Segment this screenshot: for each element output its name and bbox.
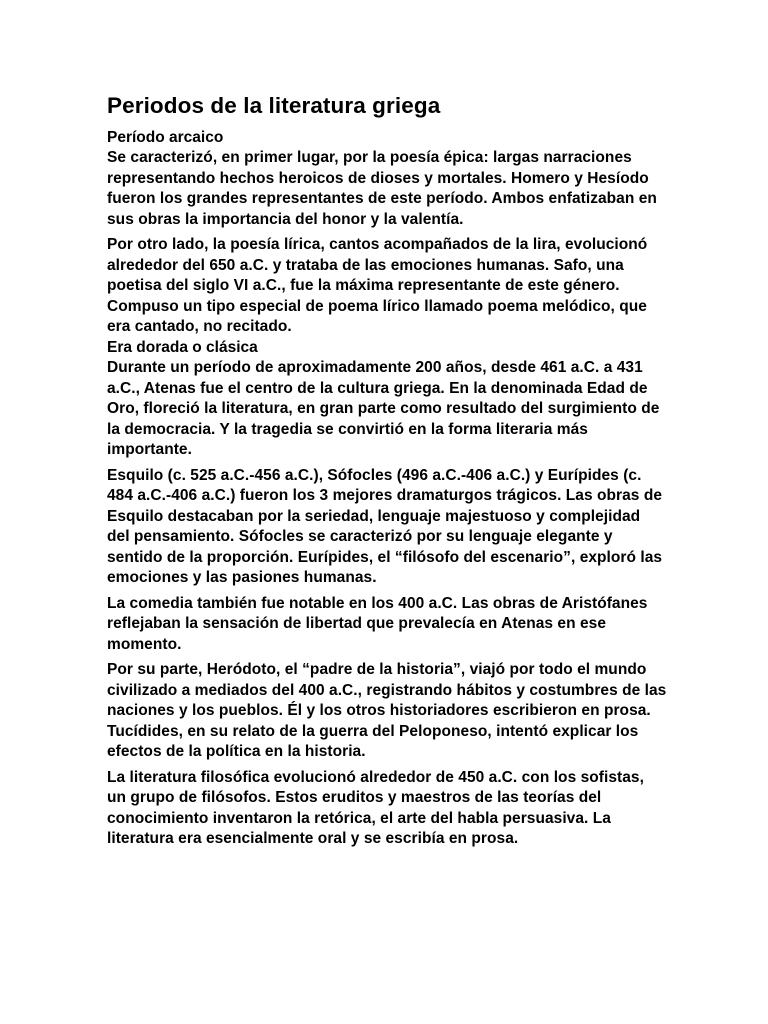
- paragraph: La comedia también fue notable en los 400 a.C. Las obras de Aristófanes reflejaban la sensación de libertad que prevalecía en Atenas en ese momento.: [107, 594, 648, 653]
- paragraph: Durante un período de aproximadamente 200 años, desde 461 a.C. a 431 a.C., Atenas fue el centro de la cultura griega. En la denominada Edad de Oro, floreció la literatura, en gran parte como resultado del surgimiento de la democracia. Y la tragedia se convirtió en la forma literaria más importante.: [107, 359, 660, 459]
- section-archaic: [107, 128, 667, 338]
- document-title: Periodos de la literatura griega: [107, 93, 441, 118]
- paragraph: La literatura filosófica evolucionó alrededor de 450 a.C. con los sofistas, un grupo de filósofos. Estos eruditos y maestros de las teorías del conocimiento inventaron la retórica, el arte del habla persuasiva. La literatura era esencialmente oral y se escribía en prosa.: [107, 768, 644, 848]
- paragraph: Por su parte, Heródoto, el “padre de la historia”, viajó por todo el mundo civilizado a mediados del 400 a.C., registrando hábitos y costumbres de las naciones y los pueblos. Él y los otros historiadores escribieron en prosa. Tucídides, en su relato de la guerra del Peloponeso, intentó explicar los efectos de la política en la historia.: [107, 661, 667, 761]
- paragraph: Por otro lado, la poesía lírica, cantos acompañados de la lira, evolucionó alrededor del 650 a.C. y trataba de las emociones humanas. Safo, una poetisa del siglo VI a.C., fue la máxima representante de este género. Compuso un tipo especial de poema lírico llamado poema melódico, que era cantado, no recitado.: [107, 236, 648, 336]
- section-heading-classical: Era dorada o clásica: [107, 338, 258, 356]
- section-classical: [107, 338, 667, 850]
- document-page: [107, 93, 667, 855]
- section-heading-archaic: Período arcaico: [107, 128, 224, 146]
- paragraph: Se caracterizó, en primer lugar, por la poesía épica: largas narraciones representando hechos heroicos de dioses y mortales. Homero y Hesíodo fueron los grandes representantes de este período. Ambos enfatizaban en sus obras la importancia del honor y la valentía.: [107, 149, 657, 228]
- paragraph: Esquilo (c. 525 a.C.-456 a.C.), Sófocles (496 a.C.-406 a.C.) y Eurípides (c. 484 a.C.-406 a.C.) fueron los 3 mejores dramaturgos trágicos. Las obras de Esquilo destacaban por la seriedad, lenguaje majestuoso y complejidad del pensamiento. Sófocles se caracterizó por su lenguaje elegante y sentido de la proporción. Eurípides, el “filósofo del escenario”, exploró las emociones y las pasiones humanas.: [107, 466, 663, 587]
